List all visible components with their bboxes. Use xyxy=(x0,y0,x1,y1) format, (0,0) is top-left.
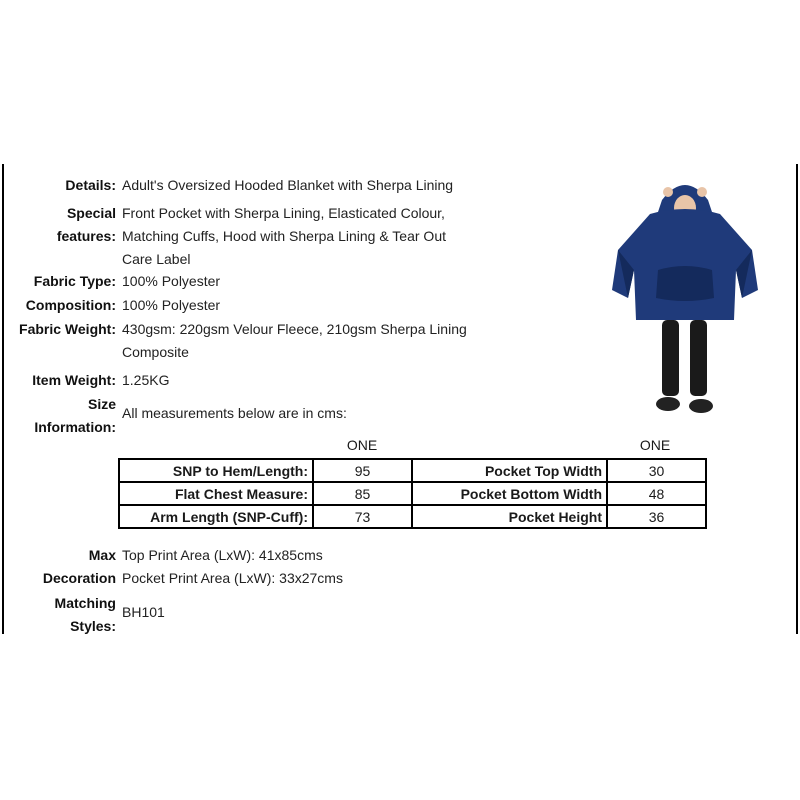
size-header-one-right: ONE xyxy=(639,437,671,453)
fabric-weight-label: Fabric Weight: xyxy=(19,321,116,337)
measure-label: Pocket Top Width xyxy=(412,459,607,482)
max-decoration-value: Top Print Area (LxW): 41x85cms Pocket Print Area (LxW): 33x27cms xyxy=(122,547,343,586)
product-photo xyxy=(610,170,760,430)
measure-label: Arm Length (SNP-Cuff): xyxy=(119,505,313,528)
matching-styles-value: BH101 xyxy=(122,604,165,620)
measure-value: 36 xyxy=(607,505,706,528)
item-weight-label: Item Weight: xyxy=(32,372,116,388)
details-value: Adult's Oversized Hooded Blanket with Sherpa Lining xyxy=(122,177,454,193)
special-features-label: Special features: xyxy=(56,205,116,244)
fabric-type-label: Fabric Type: xyxy=(33,273,116,289)
left-shoe xyxy=(656,397,680,411)
table-row xyxy=(119,482,706,505)
size-information-value: All measurements below are in cms: xyxy=(122,405,347,421)
fabric-weight-value: 430gsm: 220gsm Velour Fleece, 210gsm Sherpa Lining Composite xyxy=(122,321,467,360)
special-features-value: Front Pocket with Sherpa Lining, Elasticated Colour, Matching Cuffs, Hood with Sherpa Lining & Tear Out Care Label xyxy=(122,205,446,267)
measure-value: 30 xyxy=(607,459,706,482)
right-border xyxy=(796,164,798,634)
fabric-type-value: 100% Polyester xyxy=(122,273,221,289)
table-row xyxy=(119,459,706,482)
measure-label: Pocket Height xyxy=(412,505,607,528)
measure-value: 85 xyxy=(313,482,412,505)
composition-label: Composition: xyxy=(25,297,116,313)
right-shoe xyxy=(689,399,713,413)
measure-label: Flat Chest Measure: xyxy=(119,482,313,505)
matching-styles-label: Matching Styles: xyxy=(54,595,116,634)
details-label: Details: xyxy=(65,177,116,193)
measure-value: 73 xyxy=(313,505,412,528)
left-hand xyxy=(663,187,673,197)
measure-value: 95 xyxy=(313,459,412,482)
composition-value: 100% Polyester xyxy=(122,297,221,313)
table-row xyxy=(119,505,706,528)
measure-label: Pocket Bottom Width xyxy=(412,482,607,505)
measure-value: 48 xyxy=(607,482,706,505)
size-information-label: Size Information: xyxy=(34,396,116,435)
size-header-one-left: ONE xyxy=(346,437,378,453)
right-hand xyxy=(697,187,707,197)
measurements-table xyxy=(118,458,707,529)
item-weight-value: 1.25KG xyxy=(122,372,170,388)
measure-label: SNP to Hem/Length: xyxy=(119,459,313,482)
max-decoration-label: Max Decoration xyxy=(42,547,116,586)
